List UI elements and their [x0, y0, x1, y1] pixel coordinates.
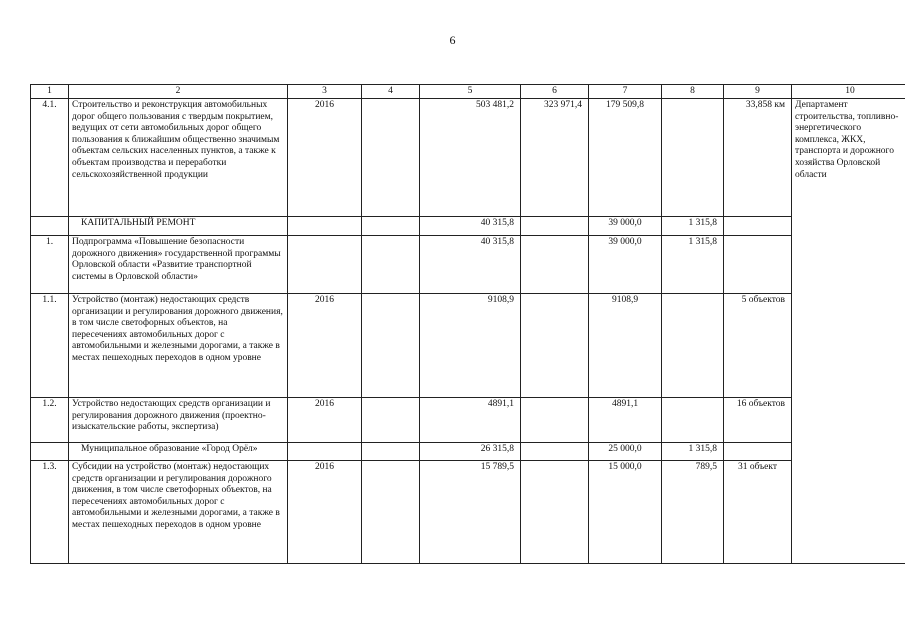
row-number: 1.2.: [31, 398, 69, 443]
table-row: [31, 461, 905, 564]
row-regional: 179 509,8: [589, 99, 662, 217]
row-regional: 39 000,0: [589, 217, 662, 236]
header-cell: 1: [31, 85, 69, 99]
row-federal: [521, 443, 589, 461]
program-table: [30, 84, 905, 564]
row-col4: [362, 99, 420, 217]
table-row: [31, 398, 905, 443]
row-total: 4891,1: [420, 398, 521, 443]
row-result: [724, 443, 792, 461]
row-description: Муниципальное образование «Город Орёл»: [69, 443, 288, 461]
row-description: Устройство недостающих средств организации и регулирования дорожного движения (проектно-изыскательские работы, экспертиза): [69, 398, 288, 443]
row-regional: 25 000,0: [589, 443, 662, 461]
row-total: 40 315,8: [420, 236, 521, 294]
row-number: 1.3.: [31, 461, 69, 564]
row-federal: [521, 294, 589, 398]
row-col4: [362, 443, 420, 461]
header-cell: 9: [724, 85, 792, 99]
row-total: 503 481,2: [420, 99, 521, 217]
row-number: 4.1.: [31, 99, 69, 217]
row-regional: 4891,1: [589, 398, 662, 443]
row-local: [662, 294, 724, 398]
row-federal: [521, 236, 589, 294]
row-total: 40 315,8: [420, 217, 521, 236]
row-year: 2016: [288, 99, 362, 217]
row-description: Подпрограмма «Повышение безопасности дорожного движения» государственной программы Орловской области «Развитие транспортной системы в Орловской области»: [69, 236, 288, 294]
header-row: [31, 85, 905, 99]
header-cell: 4: [362, 85, 420, 99]
row-local: 1 315,8: [662, 217, 724, 236]
row-col4: [362, 217, 420, 236]
row-description: Устройство (монтаж) недостающих средств организации и регулирования дорожного движения, в том числе светофорных объектов, на пересечениях автомобильных дорог с автомобильными и железными дорогами, а также в местах пешеходных переходов в одном уровне: [69, 294, 288, 398]
row-federal: [521, 398, 589, 443]
row-description: Строительство и реконструкция автомобильных дорог общего пользования с твердым покрытием, ведущих от сети автомобильных дорог общего пользования к ближайшим общественно значимым объектам сельских населенных пунктов, а также к объектам производства и переработки сельскохозяйственной продукции: [69, 99, 288, 217]
row-federal: 323 971,4: [521, 99, 589, 217]
header-cell: 2: [69, 85, 288, 99]
row-result: 5 объектов: [724, 294, 792, 398]
responsible-dept: Департамент строительства, топливно-энергетического комплекса, ЖКХ, транспорта и дорожного хозяйства Орловской области: [792, 99, 905, 564]
header-cell: 5: [420, 85, 521, 99]
row-federal: [521, 217, 589, 236]
row-col4: [362, 398, 420, 443]
table-row: [31, 236, 905, 294]
row-result: [724, 236, 792, 294]
row-year: [288, 443, 362, 461]
row-total: 15 789,5: [420, 461, 521, 564]
row-total: 26 315,8: [420, 443, 521, 461]
row-result: 31 объект: [724, 461, 792, 564]
table-row: [31, 99, 905, 217]
row-local: 1 315,8: [662, 443, 724, 461]
row-number: [31, 217, 69, 236]
row-col4: [362, 461, 420, 564]
row-federal: [521, 461, 589, 564]
row-total: 9108,9: [420, 294, 521, 398]
header-cell: 10: [792, 85, 905, 99]
row-number: 1.1.: [31, 294, 69, 398]
row-number: [31, 443, 69, 461]
header-cell: 6: [521, 85, 589, 99]
page-number: 6: [449, 33, 456, 47]
table-row: [31, 217, 905, 236]
row-local: 1 315,8: [662, 236, 724, 294]
table-row: [31, 294, 905, 398]
row-year: 2016: [288, 398, 362, 443]
row-col4: [362, 294, 420, 398]
table-row: [31, 443, 905, 461]
row-result: [724, 217, 792, 236]
row-year: 2016: [288, 294, 362, 398]
row-year: 2016: [288, 461, 362, 564]
row-result: 33,858 км: [724, 99, 792, 217]
row-year: [288, 236, 362, 294]
row-description: Субсидии на устройство (монтаж) недостающих средств организации и регулирования дорожного движения, в том числе светофорных объектов, на пересечениях автомобильных дорог с автомобильными и железными дорогами, а также в местах пешеходных переходов в одном уровне: [69, 461, 288, 564]
row-local: [662, 398, 724, 443]
row-result: 16 объектов: [724, 398, 792, 443]
row-year: [288, 217, 362, 236]
row-local: [662, 99, 724, 217]
row-number: 1.: [31, 236, 69, 294]
row-regional: 39 000,0: [589, 236, 662, 294]
header-cell: 8: [662, 85, 724, 99]
row-col4: [362, 236, 420, 294]
header-cell: 3: [288, 85, 362, 99]
header-cell: 7: [589, 85, 662, 99]
row-regional: 9108,9: [589, 294, 662, 398]
row-local: 789,5: [662, 461, 724, 564]
row-regional: 15 000,0: [589, 461, 662, 564]
row-description: КАПИТАЛЬНЫЙ РЕМОНТ: [69, 217, 288, 236]
